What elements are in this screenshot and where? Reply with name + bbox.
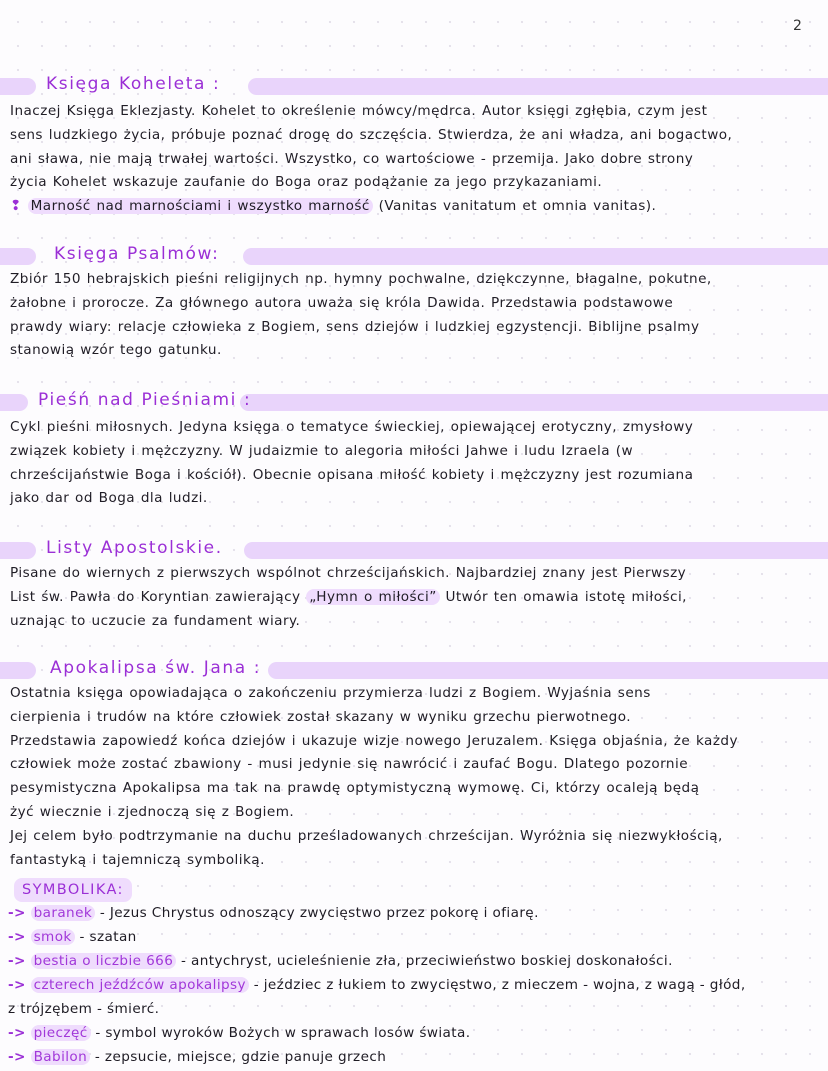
- highlighted-quote: „Hymn o miłości”: [306, 589, 439, 605]
- text-line: żałobne i prorocze. Za głównego autora uważa się króla Dawida. Przedstawia podstawowe: [10, 294, 674, 311]
- symbolika-title: SYMBOLIKA:: [14, 878, 132, 902]
- heading-row: [0, 536, 828, 562]
- heading-highlight: [0, 394, 28, 411]
- symbol-term: pieczęć: [31, 1025, 91, 1041]
- text-line: życia Kohelet wskazuje zaufanie do Boga oraz podążanie za jego przykazaniami.: [10, 174, 603, 191]
- text-line: człowiek może zostać zbawiony - musi jedynie się nawrócić i zaufać Bogu. Dlatego pozornie: [10, 756, 689, 773]
- symbol-description: - symbol wyroków Bożych w sprawach losów świata.: [95, 1025, 471, 1041]
- symbol-term: czterech jeźdźców apokalipsy: [31, 977, 249, 993]
- text-line: Cykl pieśni miłosnych. Jedyna księga o tematyce świeckiej, opiewającej erotyczny, zmysłowy: [10, 419, 694, 435]
- section-koheleta: [0, 72, 828, 219]
- quote-line: [10, 195, 818, 219]
- highlighted-quote: Marność nad marnościami i wszystko marność: [28, 198, 373, 214]
- symbol-description: - jeździec z łukiem to zwycięstwo, z mieczem - wojna, z wagą - głód,: [253, 977, 746, 993]
- heading-row: [0, 72, 828, 98]
- section-apokalipsa: [0, 656, 828, 872]
- heading-highlight: [268, 662, 828, 679]
- text-line: prawdy wiary: relacje człowieka z Bogiem, sens dziejów i ludzkiej egzystencji. Biblijne psalmy: [10, 318, 700, 335]
- symbol-term: bestia o liczbie 666: [31, 953, 177, 969]
- arrow-icon: ->: [8, 905, 26, 921]
- symbol-description: - Jezus Chrystus odnoszący zwycięstwo przez pokorę i ofiarę.: [99, 905, 539, 921]
- text-line: chrześcijaństwie Boga i kościół). Obecnie opisana miłość kobiety i mężczyzny jest rozumiana: [10, 466, 694, 483]
- symbol-item: [0, 925, 828, 949]
- text-line: uznając to uczucie za fundament wiary.: [10, 612, 301, 629]
- section-body: [0, 100, 828, 219]
- text-line: pesymistyczna Apokalipsa ma tak na prawdę optymistyczną wymowę. Ci, którzy ocaleją będą: [10, 780, 700, 797]
- heading-highlight: [0, 662, 36, 679]
- text-line: Pisane do wiernych z pierwszych wspólnot chrześcijańskich. Najbardziej znany jest Pierwszy: [10, 565, 687, 581]
- arrow-icon: ->: [8, 929, 26, 945]
- symbol-description: - antychryst, ucieleśnienie zła, przeciwieństwo boskiej doskonałości.: [180, 953, 673, 969]
- symbol-item: [0, 1021, 828, 1045]
- section-title: Pieśń nad Pieśniami :: [38, 390, 252, 410]
- symbol-item: [0, 973, 828, 997]
- text-line: Jej celem było podtrzymanie na duchu prześladowanych chrześcijan. Wyróżnia się niezwykłością,: [10, 827, 723, 844]
- symbolika-list: [0, 877, 828, 1069]
- symbol-term: baranek: [31, 905, 96, 921]
- heading-highlight: [0, 248, 36, 265]
- section-title: Księga Psalmów:: [54, 244, 220, 264]
- section-listy: [0, 536, 828, 633]
- section-title: Apokalipsa św. Jana :: [50, 658, 262, 678]
- latin-quote: (Vanitas vanitatum et omnia vanitas).: [378, 198, 657, 215]
- page-number: 2: [793, 18, 802, 34]
- text-line: ani sława, nie mają trwałej wartości. Wszystko, co wartościowe - przemija. Jako dobre strony: [10, 150, 694, 167]
- text-line-with-quote: [10, 586, 818, 610]
- text-line: Inaczej Księga Eklezjasty. Kohelet to określenie mówcy/mędrca. Autor księgi zgłębia, czym jest: [10, 103, 708, 119]
- symbol-item: [0, 949, 828, 973]
- text-line: żyć wiecznie i zjednoczą się z Bogiem.: [10, 803, 295, 820]
- text-line: Ostatnia księga opowiadająca o zakończeniu przymierza ludzi z Bogiem. Wyjaśnia sens: [10, 685, 651, 701]
- text-line: cierpienia i trudów na które człowiek został skazany w wyniku grzechu pierwotnego.: [10, 708, 632, 725]
- arrow-icon: ->: [8, 1025, 26, 1041]
- heading-highlight: [244, 542, 828, 559]
- heading-highlight: [243, 248, 828, 265]
- section-body: [0, 268, 828, 363]
- text-line: Zbiór 150 hebrajskich pieśni religijnych np. hymny pochwalne, dziękczynne, błagalne, pokutne,: [10, 271, 712, 287]
- section-body: [0, 562, 828, 633]
- symbolika-heading-row: [0, 877, 828, 901]
- heading-row: [0, 656, 828, 682]
- symbol-term: Babilon: [31, 1049, 91, 1065]
- symbol-item: [0, 901, 828, 925]
- heading-row: [0, 242, 828, 268]
- section-title: Listy Apostolskie.: [46, 538, 223, 558]
- text-line: fantastyką i tajemniczą symboliką.: [10, 851, 265, 868]
- text-line: jako dar od Boga dla ludzi.: [10, 490, 208, 507]
- text-fragment: List św. Pawła do Koryntian zawierający: [10, 588, 301, 605]
- text-line: sens ludzkiego życia, próbuje poznać drogę do szczęścia. Stwierdza, że ani władza, ani bogactwo,: [10, 126, 733, 143]
- text-line: stanowią wzór tego gatunku.: [10, 342, 222, 359]
- heading-highlight: [0, 78, 36, 95]
- text-line: związek kobiety i mężczyzny. W judaizmie to alegoria miłości Jahwe i ludu Izraela (w: [10, 442, 634, 459]
- section-body: [0, 682, 828, 872]
- heading-row: [0, 388, 828, 414]
- heading-highlight: [0, 542, 36, 559]
- text-line: Przedstawia zapowiedź końca dziejów i ukazuje wizje nowego Jeruzalem. Księga objaśnia, że każdy: [10, 732, 738, 749]
- text-fragment: Utwór ten omawia istotę miłości,: [445, 588, 687, 605]
- exclamation-icon: ❢: [10, 198, 22, 215]
- section-title: Księga Koheleta :: [46, 74, 221, 94]
- heading-highlight: [240, 394, 828, 411]
- section-piesn: [0, 388, 828, 511]
- symbol-description: - szatan: [79, 929, 137, 945]
- arrow-icon: ->: [8, 1049, 26, 1065]
- section-body: [0, 416, 828, 511]
- symbol-term: smok: [31, 929, 75, 945]
- symbol-description: - zepsucie, miejsce, gdzie panuje grzech: [94, 1049, 387, 1065]
- section-psalmow: [0, 242, 828, 363]
- arrow-icon: ->: [8, 953, 26, 969]
- arrow-icon: ->: [8, 977, 26, 993]
- symbol-continuation: z trójzębem - śmierć.: [8, 1001, 160, 1017]
- heading-highlight: [248, 78, 828, 95]
- symbol-item: [0, 1045, 828, 1069]
